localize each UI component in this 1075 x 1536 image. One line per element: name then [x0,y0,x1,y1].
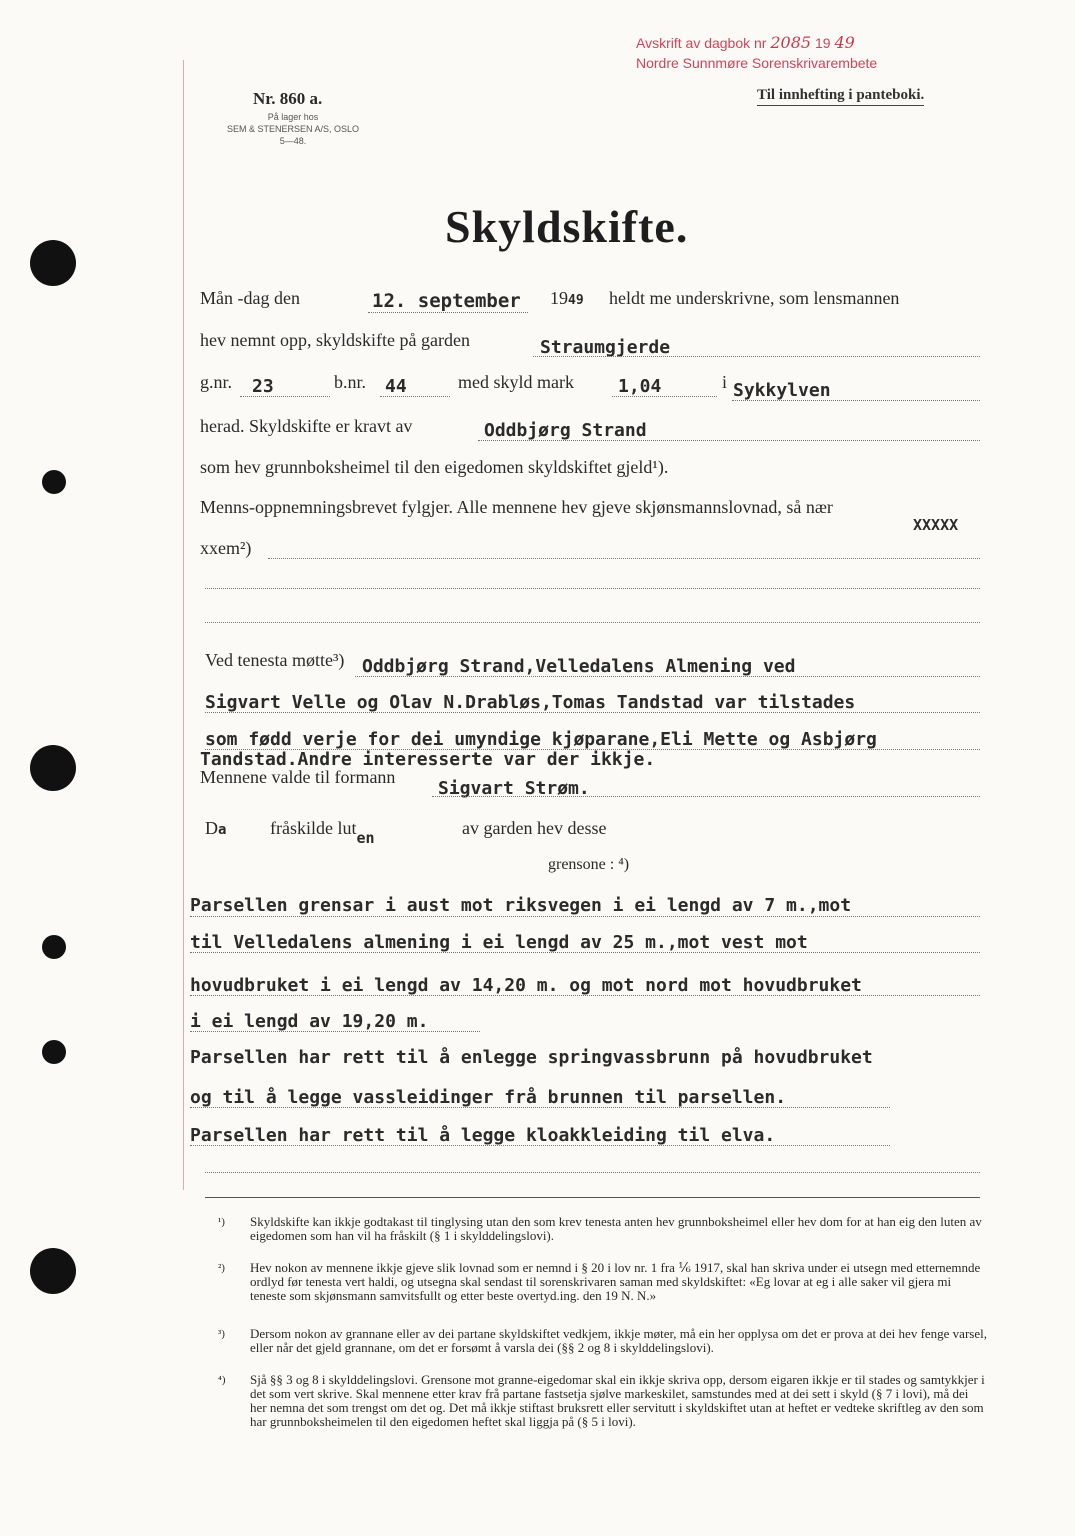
stamp-line1: Avskrift av dagbok nr [636,35,767,51]
boundary-line: til Velledalens almening i ei lengd av 25 m.,mot vest mot [190,932,808,953]
bnr-value: 44 [385,376,407,397]
da-suffix: a [218,822,227,838]
footnote-number: ⁴) [218,1374,226,1386]
part1-label [270,818,375,847]
fill-line [190,952,980,953]
punch-hole [30,240,76,286]
boundary-line: hovudbruket i ei lengd av 14,20 m. og mot nord mot hovudbruket [190,975,862,996]
bnr-label: b.nr. [334,372,367,392]
footnote-number: ³) [218,1328,225,1340]
document-title: Skyldskifte. [445,201,689,252]
stamp-line2: Nordre Sunnmøre Sorenskrivarembete [636,55,878,71]
boundary-line: i ei lengd av 19,20 m. [190,1011,429,1032]
i-label: i [722,372,728,392]
boundary-line: og til å legge vassleidinger frå brunnen til parsellen. [190,1087,787,1108]
attendance-line: Sigvart Velle og Olav N.Drabløs,Tomas Tandstad var tilstades [205,692,856,713]
stamp-year-prefix: 19 [814,35,831,51]
grensone-label: grensone : ⁴) [548,856,630,873]
footnote-text: Sjå §§ 3 og 8 i skylddelingslovi. Grensone mot granne-eigedomar skal ein ikkje skriva opp, dersom eigaren ikkje er til stades og samtykkjer i det som vert skrive. Skal mennene etter krav frå partane fastsetja sjølve markeskilet, samstundes med at dei sett i skyld (§ 7 i lovi), må dei her nemna det som trengst om det og. Det må ikkje stiftast bruksrett eller servitutt i skyldskiftet utan at heftet er vedteke skriftleg av den som har grunnboksheimelen til den eigedomen heftet skal liggja på (§ 5 i lovi). [250,1372,985,1429]
fill-line [368,312,528,313]
fill-line [190,916,980,917]
fill-line [190,1031,480,1032]
footnote-number: ²) [218,1262,225,1274]
attendance-line: Oddbjørg Strand,Velledalens Almening ved [362,656,796,677]
gnr-value: 23 [252,376,274,397]
boundary-line: Parsellen grensar i aust mot riksvegen i ei lengd av 7 m.,mot [190,895,852,916]
punch-hole [30,745,76,791]
fill-line [190,995,980,996]
da-prefix: D [205,818,218,838]
skyld-value: 1,04 [618,376,662,397]
requester-value: Oddbjørg Strand [484,420,647,441]
footnote [218,1327,988,1355]
attendance-line: som fødd verje for dei umyndige kjøparane,Eli Mette og Asbjørg [205,729,877,750]
boundary-line: Parsellen har rett til å legge kloakkleiding til elva. [190,1125,776,1146]
fill-line [205,588,980,589]
footnote-number: ¹) [218,1216,225,1228]
intro-line-5: som hev grunnboksheimel til den eigedomen skyldskiftet gjeld¹). [200,457,669,477]
fill-line [268,558,980,559]
fill-line [190,1145,890,1146]
year-prefix [550,288,584,309]
fill-line [205,712,980,713]
punch-hole [42,935,66,959]
intro-line-1-rest: heldt me underskrivne, som lensmannen [609,288,900,308]
attendance-label: Ved tenesta møtte³) [205,650,345,670]
intro-line-4: herad. Skyldskifte er kravt av [200,416,413,436]
xxxxx-strike: XXXXX [913,516,959,534]
punch-hole [42,470,66,494]
da-label [205,818,226,839]
printer-line: SEM & STENERSEN A/S, OSLO [226,124,360,134]
margin-line [183,60,184,1190]
printer-line: På lager hos [267,112,319,122]
year-prefix-text: 19 [550,288,568,308]
date-value: 12. september [372,290,521,312]
punch-hole [30,1248,76,1294]
stamp-number: 2085 [770,33,812,52]
footnote [218,1373,988,1429]
filing-note: Til innhefting i panteboki. [757,87,924,106]
printer-line: 5—48. [279,136,307,146]
stamp-year: 49 [834,33,855,52]
fill-line [478,440,980,441]
boundary-line: Parsellen har rett til å enlegge springvassbrunn på hovudbruket [190,1047,873,1068]
day-label: -dag den [237,288,300,308]
part1-suffix: en [356,829,375,847]
chair-value: Sigvart Strøm. [438,778,590,799]
day-prefix: Mån [200,288,233,308]
fill-line [533,356,980,357]
form-number: Nr. 860 a. [253,89,323,108]
printer-imprint [218,111,368,147]
herad-value: Sykkylven [733,380,831,401]
chair-label: Mennene valde til formann [200,767,396,787]
farm-name: Straumgjerde [540,337,671,358]
footnote [218,1261,988,1303]
footnote-text: Dersom nokon av grannane eller av dei partane skyldskiftet vedkjem, ikkje møter, må ein her opplysa om det er prova at dei hev fenge varsel, eller når det gjeld grannane, om det er forsømt å varsla dei (§§ 2 og 8 i skylddelingslovi). [250,1326,987,1355]
part2-label: av garden hev desse [462,818,607,838]
footnote-divider [205,1197,980,1198]
fill-line [190,1107,890,1108]
intro-line-2: hev nemnt opp, skyldskifte på garden [200,330,470,350]
footnote-text: Hev nokon av mennene ikkje gjeve slik lovnad som er nemnd i § 20 i lov nr. 1 fra ⅙ 1917, skal han skriva under ei utsegn med etternemnde ordlyd før tenesta vert haldi, og utsegna skal sendast til sorenskrivaren saman med skyldskiftet: «Eg lovar at eg i alle saker vil gjera mi teneste som skjønsmann samvitsfullt og etter beste overtyd.ing. den 19 N. N.» [250,1260,981,1303]
intro-line-6: Menns-oppnemningsbrevet fylgjer. Alle mennene hev gjeve skjønsmannslovnad, så nær [200,497,833,517]
part1-text: fråskilde lut [270,818,357,838]
year-value: 49 [568,293,584,308]
attendance-line: Tandstad.Andre interesserte var der ikkje. [200,749,656,770]
fill-line [432,796,980,797]
fill-line [732,400,980,401]
gnr-label: g.nr. [200,372,233,392]
skyld-label: med skyld mark [458,372,574,392]
fill-line [612,396,717,397]
fill-line [205,622,980,623]
fill-line [355,676,980,677]
fill-line [380,396,450,397]
punch-hole [42,1040,66,1064]
footnote-text: Skyldskifte kan ikkje godtakast til tinglysing utan den som krev tenesta anten hev grunnboksheimel eller hev dom for at han eig den luten av eigedomen som han vil ha fråskilt (§ 1 i skylddelingslovi). [250,1214,982,1243]
intro-line-7: xxem²) [200,538,252,558]
registry-stamp [636,33,966,73]
fill-line [205,1172,980,1173]
footnote [218,1215,988,1243]
intro-line-1 [200,288,300,309]
fill-line [240,396,330,397]
